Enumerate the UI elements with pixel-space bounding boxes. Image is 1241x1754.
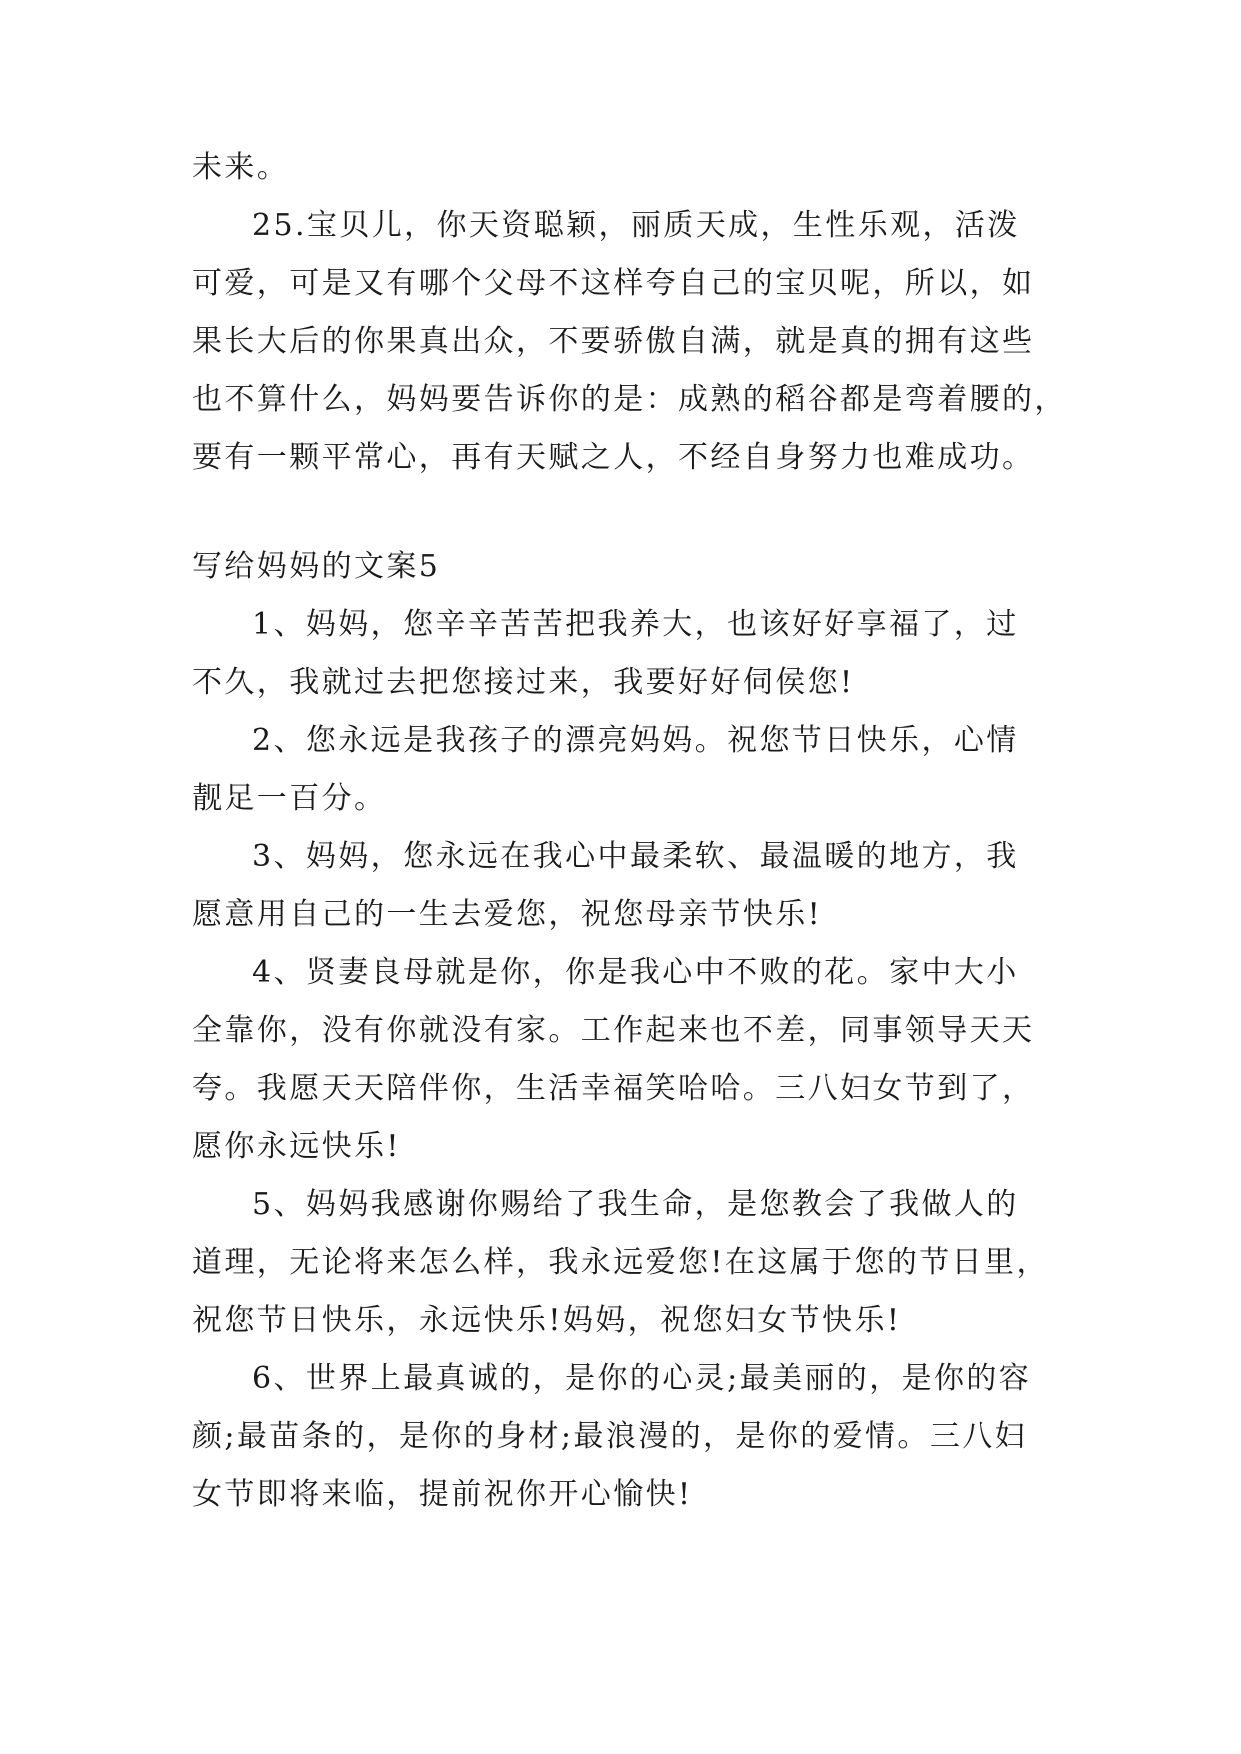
text-line: 夸。我愿天天陪伴你，生活幸福笑哈哈。三八妇女节到了，: [192, 1071, 1035, 1106]
text-line: 2、您永远是我孩子的漂亮妈妈。祝您节日快乐，心情: [252, 723, 1019, 758]
text-line: 未来。: [192, 150, 290, 185]
text-line: 要有一颗平常心，再有天赋之人，不经自身努力也难成功。: [192, 440, 1035, 475]
text-line: 25.宝贝儿，你天资聪颖，丽质天成，生性乐观，活泼: [252, 208, 1020, 243]
text-line: 全靠你，没有你就没有家。工作起来也不差，同事领导天天: [192, 1013, 1035, 1048]
text-line: 不久，我就过去把您接过来，我要好好伺侯您!: [192, 665, 855, 700]
text-line: 1、妈妈，您辛辛苦苦把我养大，也该好好享福了，过: [252, 607, 1019, 642]
text-line: 靓足一百分。: [192, 781, 387, 816]
text-line: 5、妈妈我感谢你赐给了我生命，是您教会了我做人的: [252, 1187, 1019, 1222]
text-line: 3、妈妈，您永远在我心中最柔软、最温暖的地方，我: [252, 839, 1019, 874]
text-line: 祝您节日快乐，永远快乐!妈妈，祝您妇女节快乐!: [192, 1303, 902, 1338]
text-line: 愿意用自己的一生去爱您，祝您母亲节快乐!: [192, 897, 823, 932]
text-line: 女节即将来临，提前祝你开心愉快!: [192, 1477, 693, 1512]
section-heading: 写给妈妈的文案5: [192, 549, 441, 584]
text-line: 4、贤妻良母就是你，你是我心中不败的花。家中大小: [252, 955, 1019, 990]
text-line: 道理，无论将来怎么样，我永远爱您!在这属于您的节日里，: [192, 1245, 1049, 1280]
text-line: 6、世界上最真诚的，是你的心灵;最美丽的，是你的容: [252, 1361, 1032, 1396]
text-line: 果长大后的你果真出众，不要骄傲自满，就是真的拥有这些: [192, 324, 1035, 359]
text-line: 颜;最苗条的，是你的身材;最浪漫的，是你的爱情。三八妇: [192, 1419, 1028, 1454]
text-line: 愿你永远快乐!: [192, 1129, 401, 1164]
text-line: 也不算什么，妈妈要告诉你的是：成熟的稻谷都是弯着腰的，: [192, 382, 1067, 417]
text-line: 可爱，可是又有哪个父母不这样夸自己的宝贝呢，所以，如: [192, 266, 1035, 301]
